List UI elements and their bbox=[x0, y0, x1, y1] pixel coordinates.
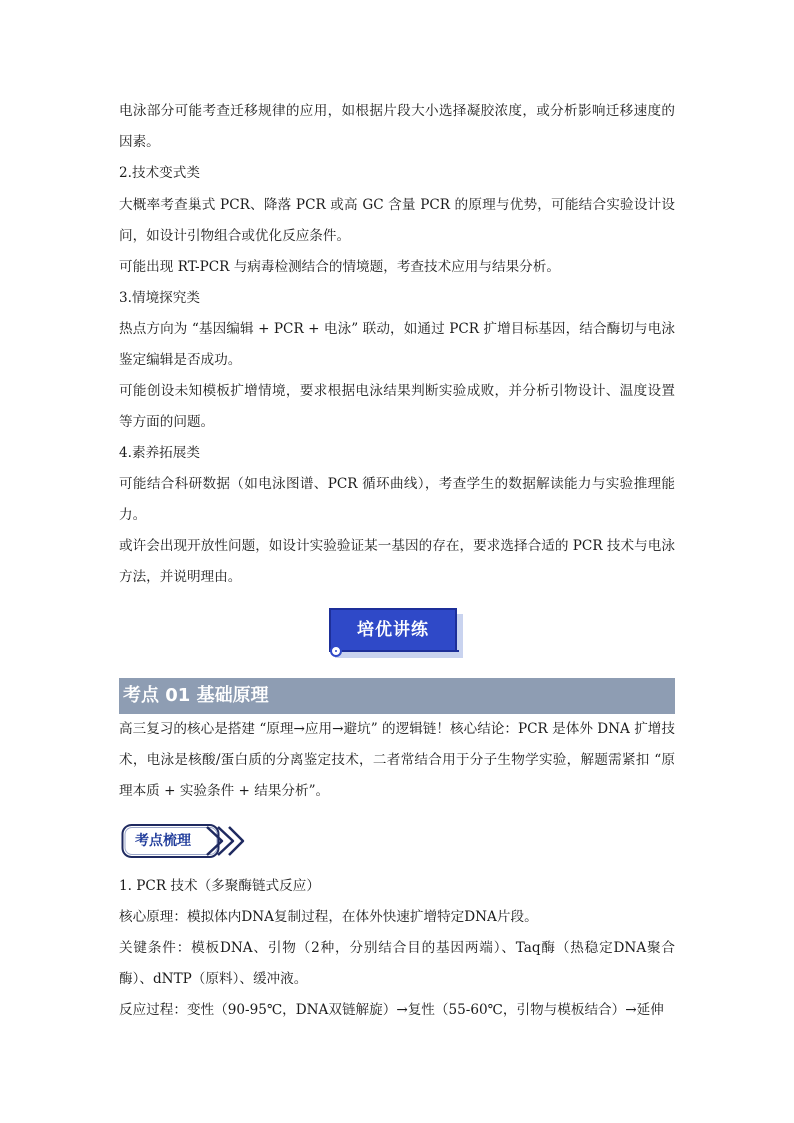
paragraph-key-conditions: 关键条件：模板DNA、引物（2种，分别结合目的基因两端）、Taq酶（热稳定DNA聚合酶）、dNTP（原料）、缓冲液。 bbox=[119, 940, 675, 987]
paragraph-electrophoresis: 电泳部分可能考查迁移规律的应用，如根据片段大小选择凝胶浓度，或分析影响迁移速度的因素。 bbox=[119, 103, 675, 150]
paragraph-core-principle: 核心原理：模拟体内DNA复制过程，在体外快速扩增特定DNA片段。 bbox=[119, 909, 538, 925]
paragraph-reaction-process: 反应过程：变性（90-95℃，DNA双链解旋）→复性（55-60℃，引物与模板结合）→延伸 bbox=[119, 1002, 664, 1018]
paragraph-unknown-template: 可能创设未知模板扩增情境，要求根据电泳结果判断实验成败，并分析引物设计、温度设置等方面的问题。 bbox=[119, 383, 675, 430]
paragraph-research-data: 可能结合科研数据（如电泳图谱、PCR 循环曲线），考查学生的数据解读能力与实验推理能力。 bbox=[119, 476, 675, 523]
heading-literacy-extension: 4.素养拓展类 bbox=[119, 445, 200, 461]
banner-dot-icon bbox=[330, 645, 342, 657]
heading-pcr-technique: 1. PCR 技术（多聚酶链式反应） bbox=[119, 878, 320, 894]
banner-label: 培优讲练 bbox=[357, 620, 429, 640]
paragraph-open-question: 或许会出现开放性问题，如设计实验验证某一基因的存在，要求选择合适的 PCR 技术与电泳方法，并说明理由。 bbox=[119, 538, 675, 585]
tag-label: 考点梳理 bbox=[135, 833, 191, 849]
paragraph-pcr-variants: 大概率考查巢式 PCR、降落 PCR 或高 GC 含量 PCR 的原理与优势，可能结合实验设计设问，如设计引物组合或优化反应条件。 bbox=[119, 197, 675, 244]
section-banner bbox=[329, 608, 465, 664]
key-points-tag bbox=[121, 822, 245, 860]
paragraph-rt-pcr: 可能出现 RT-PCR 与病毒检测结合的情境题，考查技术应用与结果分析。 bbox=[119, 259, 560, 275]
paragraph-hotspot: 热点方向为 “基因编辑 + PCR + 电泳” 联动，如通过 PCR 扩增目标基因，结合酶切与电泳鉴定编辑是否成功。 bbox=[119, 321, 675, 368]
section-title-bar bbox=[119, 678, 675, 714]
heading-technique-variants: 2.技术变式类 bbox=[119, 165, 200, 181]
intro-paragraph: 高三复习的核心是搭建 “原理→应用→避坑” 的逻辑链！核心结论：PCR 是体外 DNA 扩增技术，电泳是核酸/蛋白质的分离鉴定技术，二者常结合用于分子生物学实验，解题需紧扣 “原理本质 + 实验条件 + 结果分析”。 bbox=[119, 721, 675, 799]
section-title: 考点 01 基础原理 bbox=[123, 685, 269, 706]
heading-scenario-inquiry: 3.情境探究类 bbox=[119, 290, 200, 306]
